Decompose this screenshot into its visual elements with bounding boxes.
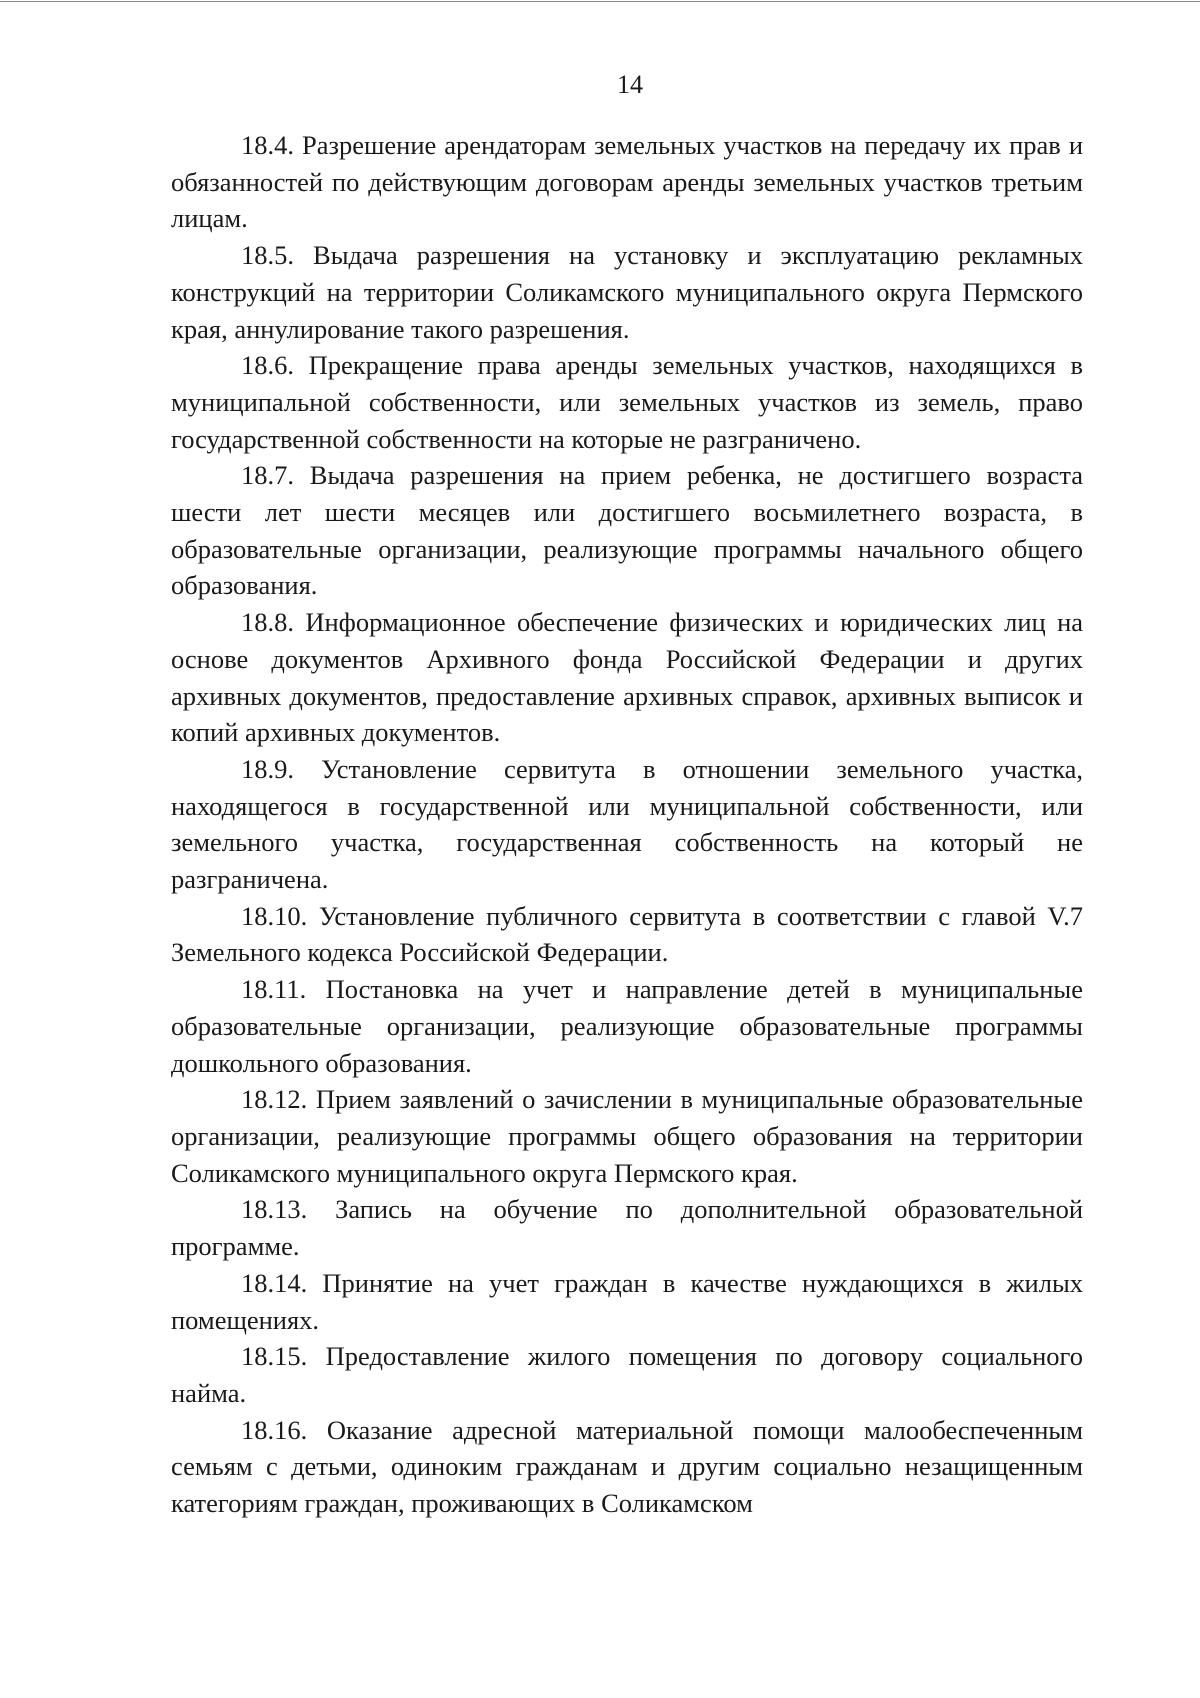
paragraph-18-12 (171, 1081, 1083, 1191)
paragraph-18-6 (171, 347, 1083, 457)
paragraph-text: Запись на обучение по дополнительной образовательной программе. (171, 1194, 1084, 1262)
paragraph-18-9 (171, 751, 1083, 898)
paragraph-text: Разрешение арендаторам земельных участков на передачу их прав и обязанностей по действующим договорам аренды земельных участков третьим лицам. (171, 130, 1084, 234)
paragraph-text: Предоставление жилого помещения по договору социального найма. (171, 1341, 1083, 1408)
paragraph-text: Установление сервитута в отношении земельного участка, находящегося в государственной или муниципальной собственности, или земельного участка, государственная собственность на который не разграничена. (171, 753, 1084, 895)
paragraph-text: Принятие на учет граждан в качестве нуждающихся в жилых помещениях. (171, 1267, 1084, 1335)
paragraph-number: 18.10. (241, 900, 308, 931)
paragraph-number: 18.4. (241, 130, 294, 160)
paragraph-18-4 (171, 127, 1083, 237)
paragraph-text: Прекращение права аренды земельных участков, находящихся в муниципальной собственности, или земельных участков из земель, право государственной собственности на которые не разграничено. (171, 350, 1084, 454)
paragraph-18-13 (171, 1191, 1083, 1264)
paragraph-18-5 (171, 237, 1083, 347)
paragraph-number: 18.6. (241, 350, 294, 381)
paragraph-number: 18.12. (241, 1084, 308, 1115)
scan-top-edge (0, 1, 1200, 2)
paragraph-text: Установление публичного сервитута в соответствии с главой V.7 Земельного кодекса Российской Федерации. (171, 900, 1084, 968)
paragraph-18-8 (171, 604, 1083, 751)
paragraph-text: Прием заявлений о зачислении в муниципальные образовательные организации, реализующие программы общего образования на территории Соликамского муниципального округа Пермского края. (171, 1084, 1083, 1188)
paragraph-18-7 (171, 457, 1083, 604)
paragraph-number: 18.8. (241, 607, 294, 638)
paragraph-text: Постановка на учет и направление детей в муниципальные образовательные организации, реализующие образовательные программы дошкольного образования. (171, 974, 1084, 1078)
paragraph-number: 18.14. (241, 1267, 308, 1298)
paragraph-number: 18.9. (241, 753, 294, 784)
paragraph-number: 18.11. (241, 974, 307, 1005)
paragraph-number: 18.16. (241, 1414, 308, 1445)
paragraph-number: 18.7. (241, 460, 294, 491)
paragraph-text: Информационное обеспечение физических и юридических лиц на основе документов Архивного фонда Российской Федерации и других архивных документов, предоставление архивных справок, архивных выписок и копий архивных документов. (171, 607, 1084, 748)
paragraph-18-11 (171, 971, 1083, 1081)
page-number: 14 (617, 70, 643, 99)
paragraph-18-15 (171, 1338, 1083, 1411)
paragraph-18-16 (171, 1412, 1083, 1522)
paragraph-text: Выдача разрешения на установку и эксплуатацию рекламных конструкций на территории Соликамского муниципального округа Пермского края, аннулирование такого разрешения. (171, 240, 1083, 344)
paragraph-text: Оказание адресной материальной помощи малообеспеченным семьям с детьми, одиноким гражданам и другим социально незащищенным категориям граждан, проживающих в Соликамском (171, 1414, 1083, 1519)
paragraph-number: 18.15. (241, 1341, 308, 1372)
paragraph-18-10 (171, 898, 1083, 971)
paragraph-number: 18.13. (241, 1194, 308, 1225)
paragraph-number: 18.5. (241, 240, 294, 271)
document-body (171, 127, 1083, 1522)
paragraph-text: Выдача разрешения на прием ребенка, не достигшего возраста шести лет шести месяцев или достигшего восьмилетнего возраста, в образовательные организации, реализующие программы начального общего образования. (171, 460, 1084, 601)
paragraph-18-14 (171, 1265, 1083, 1338)
